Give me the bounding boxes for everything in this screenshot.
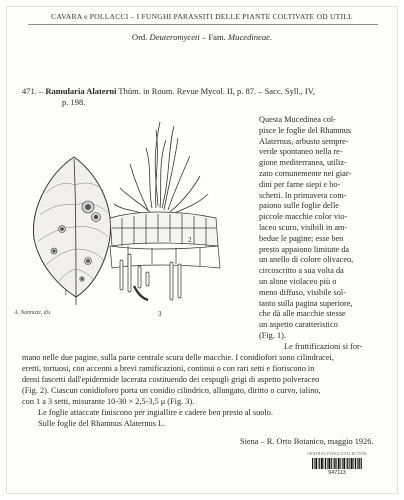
header-rule	[28, 24, 378, 25]
body-line: Le foglie attaccate finiscono per ingiallire e cadere ben presto al suolo.	[38, 408, 273, 417]
entry-citation: Thüm. in Roum. Revue Mycol. II, p. 87. – Sacc. Syll., IV,	[116, 86, 315, 96]
col-line: dini per farne siepi e bo-	[259, 179, 341, 189]
order-name: Deuteromyceti	[149, 32, 200, 42]
body-line: con 1 a 3 setti, misurante 10-30 × 2,5-3,5 μ (Fig. 3).	[22, 397, 195, 406]
col-line: gione mediterranea, utiliz-	[259, 158, 347, 168]
col-line: Questa Mucedinea col-	[259, 115, 336, 124]
col-line: che dà alle macchie stesse	[259, 309, 346, 319]
species-entry	[22, 85, 387, 97]
col-line: pisce le foglie del Rhamnus	[259, 125, 352, 135]
body-line: Le fruttificazioni si for-	[284, 342, 363, 351]
microscope-illustration	[108, 118, 268, 318]
col-line: paiono sulle foglie delle	[259, 201, 339, 211]
col-line: meno diffuso, visibile sol-	[259, 287, 346, 297]
body-line: Sulle foglie del Rhamnus Alaternus L.	[38, 419, 166, 428]
order-prefix: Ord.	[131, 32, 150, 42]
body-line: (Fig. 2). Ciascun conidioforo porta un conidio cilindrico, allungato, diritto o curvo, ialino,	[22, 386, 321, 395]
col-line: Alaternus, arbusto sempre-	[259, 136, 349, 146]
order-sep: – Fam.	[199, 32, 228, 42]
leaf-illustration	[26, 155, 118, 305]
col-line: zato comunemente nei giar-	[259, 169, 352, 178]
col-line: un anello di colore olivaceo,	[259, 255, 354, 265]
place-date: Siena – R. Orto Botanico, maggio 1926.	[240, 437, 374, 446]
species-name: Ramularia Alaterni	[45, 86, 117, 96]
col-line: presto appaiono limitate da	[259, 244, 350, 254]
body-line: eretti, tortuosi, con accenni a brevi ramificazioni, continui o con rari setti e fioriscono in	[22, 364, 315, 373]
order-family-line	[0, 32, 404, 42]
fig-label-1: 1	[64, 289, 68, 297]
body-line: mano nelle due pagine, sulla parte centrale scura delle macchie. I conidiofori sono cilindracei,	[22, 353, 334, 362]
barcode-icon	[312, 458, 362, 469]
col-line: un aspetto caratteristico	[259, 320, 338, 330]
family-name: Mucedineae.	[227, 32, 273, 42]
barcode-number: 947113	[328, 470, 346, 476]
illustrator-credit: A. Nannizzi, dis.	[14, 310, 52, 316]
col-line: bedue le pagine; esse ben	[259, 233, 344, 243]
fig-label-3: 3	[158, 310, 162, 318]
entry-page: p. 198.	[62, 97, 86, 107]
col-line: circoscritto a sua volta da	[259, 266, 344, 276]
entry-number: 471. –	[22, 86, 46, 96]
col-line: verde spontaneo nella re-	[259, 147, 343, 157]
stamp-institution: CENTRAL FUNGI COLLECTION	[307, 452, 367, 456]
col-line: schetti. In primavera com-	[259, 190, 347, 200]
col-line: un alone violaceo più o	[259, 277, 337, 286]
body-line: densi fascetti dall'epidermide lacerata costituendo dei cespugli grigi di aspetto polveraceo	[22, 375, 320, 384]
collection-stamp	[300, 452, 374, 476]
col-line: (Fig. 1).	[259, 331, 286, 340]
col-line: laceo scuro, visibili in am-	[259, 223, 348, 232]
fig-label-2: 2	[188, 236, 192, 244]
col-line: tanto sulla pagina superiore,	[259, 298, 353, 308]
col-line: piccole macchie color vio-	[259, 212, 348, 222]
running-title: CAVARA e POLLACCI – I FUNGHI PARASSITI DELLE PIANTE COLTIVATE OD UTILI.	[51, 12, 353, 21]
